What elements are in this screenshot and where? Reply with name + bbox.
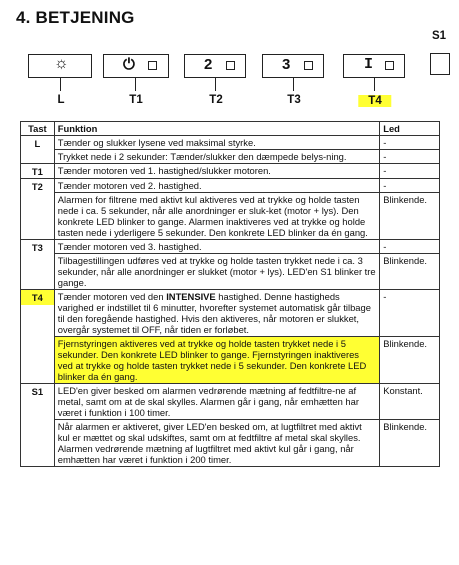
row-led: Blinkende. <box>380 254 440 290</box>
row-funktion: Når alarmen er aktiveret, giver LED'en besked om, at lugtfiltret med aktivt kul er mættet og skal udskiftes, samt om at fedtfiltre af metal skal skylles. Alarmen vedrørende mætning af lugtfiltret med aktivt kul går i gang, når emhætten har været i funktion i 200 timer. <box>54 420 379 467</box>
header-funktion: Funktion <box>54 122 379 136</box>
row-funktion: Tænder motoren ved 2. hastighed. <box>54 179 379 193</box>
table-row <box>21 290 440 337</box>
key-t3 <box>262 54 324 78</box>
light-icon: ☼ <box>54 55 69 72</box>
row-led: Blinkende. <box>380 337 440 384</box>
row-led: Konstant. <box>380 384 440 420</box>
row-funktion-bold: INTENSIVE <box>166 291 216 302</box>
key-label-l: L <box>57 94 65 106</box>
table-row <box>21 150 440 164</box>
row-funktion-part: Tænder motoren ved den <box>57 291 167 302</box>
key-t1 <box>103 54 169 78</box>
key-label-t2: T2 <box>209 94 223 106</box>
t4-highlight: T4 <box>21 290 54 305</box>
table-row <box>21 164 440 179</box>
intensive-symbol: I <box>364 56 374 73</box>
row-funktion-part: hastighed. Denne hastigheds varighed er indstillet til 6 minutter, hvorefter systemet automatisk går tilbage til den foregående hastighed. Hvis den aktiveres, når motoren er slukket, overgår systemet til OFF, når tiden er forløbet. <box>57 291 371 335</box>
row-led: Blinkende. <box>380 193 440 240</box>
header-led: Led <box>380 122 440 136</box>
row-funktion: Trykket nede i 2 sekunder: Tænder/slukker den dæmpede belys-ning. <box>54 150 379 164</box>
led-indicator-t4 <box>385 61 394 70</box>
key-label-t1: T1 <box>129 94 143 106</box>
key-t2 <box>184 54 246 78</box>
page-title: 4. BETJENING <box>16 8 135 27</box>
key-label-t3: T3 <box>287 94 301 106</box>
row-tast: T3 <box>21 240 55 290</box>
row-led: - <box>380 179 440 193</box>
row-funktion <box>54 290 379 337</box>
led-indicator-t2 <box>226 61 235 70</box>
header-tast: Tast <box>21 122 55 136</box>
table-row <box>21 179 440 193</box>
led-indicator-t1 <box>148 61 157 70</box>
table-row <box>21 240 440 254</box>
speed-2-symbol: 2 <box>204 56 213 73</box>
speed-3-symbol: 3 <box>282 56 291 73</box>
led-indicator-t3 <box>304 61 313 70</box>
key-label-s1: S1 <box>432 30 447 42</box>
row-funktion: Alarmen for filtrene med aktivt kul aktiveres ved at trykke og holde tasten nede i ca. 5 sekunder, når alle anordninger er sluk-ket (motor + lys). Den konkrete LED blinker to gange. Alarmen inaktiveres ved at trykke og holde tasten nede i yderligere 5 sekunder. Den konkrete LED blinker da én gang. <box>54 193 379 240</box>
key-t4 <box>343 54 405 78</box>
row-tast: L <box>21 136 55 164</box>
row-funktion: Tænder motoren ved 1. hastighed/slukker motoren. <box>54 164 379 179</box>
row-funktion: Tænder og slukker lysene ved maksimal styrke. <box>54 136 379 150</box>
row-led: - <box>380 150 440 164</box>
row-funktion: Tilbagestillingen udføres ved at trykke og holde tasten trykket nede i ca. 3 sekunder, når alle anordninger er slukket (motor + lys). LED'en S1 blinker tre gange. <box>54 254 379 290</box>
row-tast-t4 <box>21 290 55 384</box>
table-row <box>21 136 440 150</box>
row-funktion-highlighted: Fjernstyringen aktiveres ved at trykke og holde tasten trykket nede i 5 sekunder. Den konkrete LED blinker to gange. Fjernstyringen inaktiveres ved at trykke og holde tasten trykket nede i 5 sekunder. Den konkrete LED blinker da én gang. <box>54 337 379 384</box>
row-led: - <box>380 164 440 179</box>
row-led: - <box>380 240 440 254</box>
row-funktion: LED'en giver besked om alarmen vedrørende mætning af fedtfiltre-ne af metal, samt om at de skal skylles. Alarmen går i gang, når emhætten har været i funktion i 100 timer. <box>54 384 379 420</box>
row-funktion: Tænder motoren ved 3. hastighed. <box>54 240 379 254</box>
table-header-row <box>21 122 440 136</box>
power-icon: ⏻ <box>123 56 135 73</box>
row-tast: T2 <box>21 179 55 240</box>
table-row <box>21 193 440 240</box>
row-led: - <box>380 136 440 150</box>
table-row <box>21 384 440 420</box>
key-l <box>28 54 92 78</box>
table-row <box>21 254 440 290</box>
row-tast: T1 <box>21 164 55 179</box>
key-s1-indicator <box>430 53 450 75</box>
row-led: Blinkende. <box>380 420 440 467</box>
row-tast: S1 <box>21 384 55 467</box>
table-row <box>21 337 440 384</box>
row-led: - <box>380 290 440 337</box>
function-table <box>20 121 440 467</box>
key-label-t4: T4 <box>358 95 391 107</box>
table-row <box>21 420 440 467</box>
